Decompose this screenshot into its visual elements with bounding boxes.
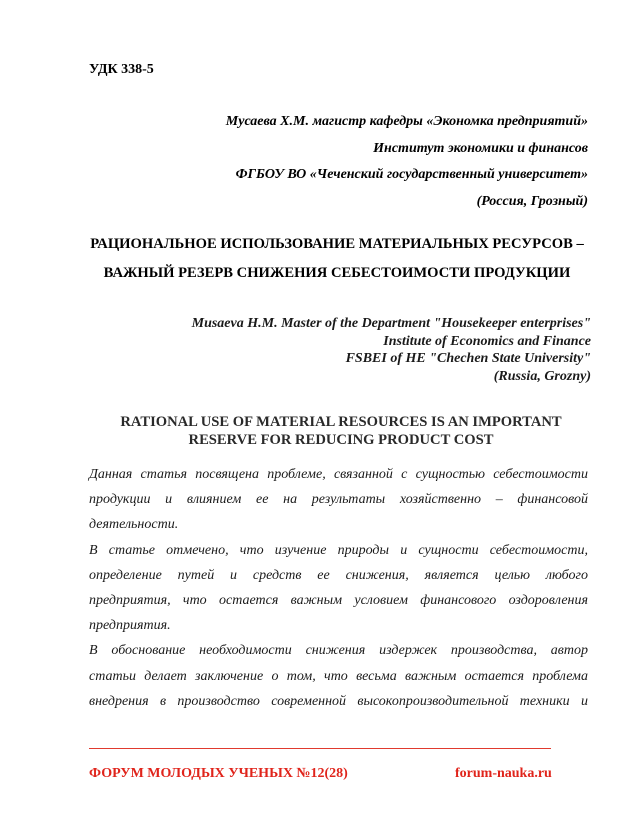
paper-title-ru [72, 230, 602, 288]
author-name-en: Musaeva H.M. Master of the Department "Housekeeper enterprises" [191, 316, 591, 331]
footer-journal-name: ФОРУМ МОЛОДЫХ УЧЕНЫХ №12(28) [89, 766, 348, 781]
abstract-line: продукции и влиянием ее на результаты хозяйственно – финансовой [89, 492, 588, 508]
author-location-en: (Russia, Grozny) [493, 368, 591, 384]
abstract-line: предприятия, что остается важным условием финансового оздоровления [89, 592, 588, 608]
abstract-line: статьи делает заключение о том, что весьма важным остается проблема [89, 668, 588, 684]
abstract-line: внедрения в производство современной высокопроизводительной техники и [89, 693, 588, 709]
author-institute-en: Institute of Economics and Finance [383, 333, 591, 349]
author-block-en [192, 315, 591, 385]
abstract [89, 462, 588, 714]
title-ru-line: ВАЖНЫЙ РЕЗЕРВ СНИЖЕНИЯ СЕБЕСТОИМОСТИ ПРОДУКЦИИ [103, 265, 571, 281]
author-name-ru: Мусаева Х.М. магистр кафедры «Экономка предприятий» [225, 114, 588, 129]
title-en-line: RESERVE FOR REDUCING PRODUCT COST [188, 431, 494, 448]
udk-code: УДК 338-5 [89, 62, 154, 77]
abstract-line: предприятия. [89, 618, 171, 634]
abstract-line: Данная статья посвящена проблеме, связанной с сущностью себестоимости [89, 467, 588, 482]
abstract-line: В обоснование необходимости снижения издержек производства, автор [89, 643, 588, 659]
footer-website[interactable]: forum-nauka.ru [455, 766, 552, 781]
author-location-ru: (Россия, Грозный) [476, 193, 588, 209]
title-ru-line: РАЦИОНАЛЬНОЕ ИСПОЛЬЗОВАНИЕ МАТЕРИАЛЬНЫХ РЕСУРСОВ – [90, 236, 584, 252]
author-university-en: FSBEI of HE "Chechen State University" [345, 351, 591, 366]
paper-title-en [72, 414, 610, 449]
abstract-line: В статье отмечено, что изучение природы и сущности себестоимости, [89, 542, 588, 558]
author-institute-ru: Институт экономики и финансов [373, 140, 588, 156]
author-university-ru: ФГБОУ ВО «Чеченский государственный университет» [235, 167, 588, 182]
footer-divider [89, 748, 551, 749]
abstract-line: определение путей и средств ее снижения, является целью любого [89, 567, 588, 583]
author-block-ru [226, 109, 588, 215]
title-en-line: RATIONAL USE OF MATERIAL RESOURCES IS AN IMPORTANT [120, 414, 562, 430]
abstract-line: деятельности. [89, 517, 179, 533]
